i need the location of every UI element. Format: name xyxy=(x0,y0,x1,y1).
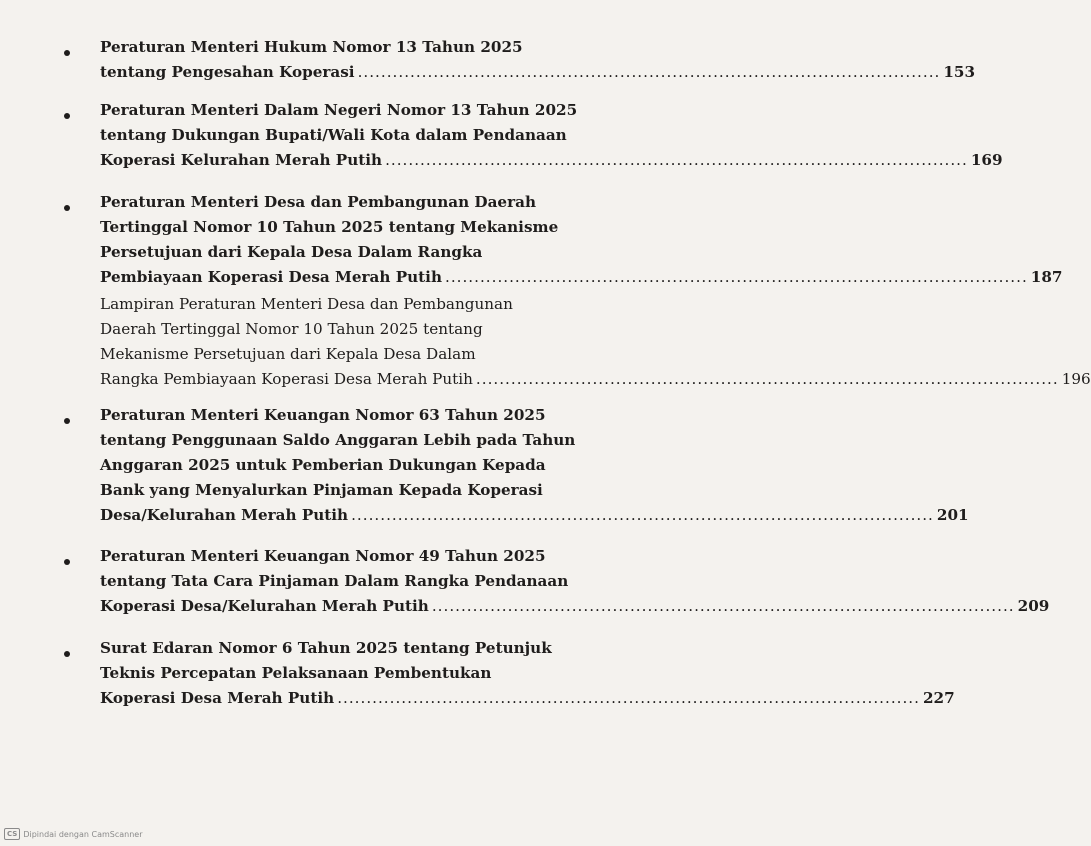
entry-line: Peraturan Menteri Dalam Negeri Nomor 13 Tahun 2025 xyxy=(100,101,578,119)
entry-line: tentang Tata Cara Pinjaman Dalam Rangka Pendanaan xyxy=(100,572,569,590)
entry-title-end: Koperasi Kelurahan Merah Putih xyxy=(100,151,383,169)
page-number: 209 xyxy=(1017,597,1050,615)
scanner-watermark xyxy=(4,828,143,840)
bullet-icon xyxy=(64,113,70,119)
entry-title-end: Koperasi Desa/Kelurahan Merah Putih xyxy=(100,597,429,615)
entry-line: Lampiran Peraturan Menteri Desa dan Pembangunan xyxy=(100,295,513,313)
entry-line: Persetujuan dari Kepala Desa Dalam Rangka xyxy=(100,243,483,261)
page-number: 227 xyxy=(922,689,955,707)
entry-line: tentang Dukungan Bupati/Wali Kota dalam Pendanaan xyxy=(100,126,567,144)
bullet-icon xyxy=(64,651,70,657)
bullet-icon xyxy=(64,418,70,424)
toc-entry xyxy=(100,190,1063,290)
leader-dots: .................................................................................................... xyxy=(445,268,1028,286)
leader-dots: .................................................................................................... xyxy=(357,63,941,81)
leader-dots: .................................................................................................... xyxy=(431,597,1015,615)
entry-title-end: Pembiayaan Koperasi Desa Merah Putih xyxy=(100,268,442,286)
entry-last-line xyxy=(100,594,1050,619)
entry-title-end: Koperasi Desa Merah Putih xyxy=(100,689,335,707)
entry-line: tentang Penggunaan Saldo Anggaran Lebih pada Tahun xyxy=(100,431,576,449)
leader-dots: .................................................................................................... xyxy=(337,689,920,707)
entry-last-line xyxy=(100,367,1091,392)
toc-entry xyxy=(100,35,976,85)
entry-line: Peraturan Menteri Keuangan Nomor 63 Tahun 2025 xyxy=(100,406,546,424)
entry-line: Peraturan Menteri Hukum Nomor 13 Tahun 2025 xyxy=(100,38,523,56)
entry-last-line xyxy=(100,148,1003,173)
toc-entry xyxy=(100,636,955,711)
bullet-icon xyxy=(64,205,70,211)
entry-title-end: tentang Pengesahan Koperasi xyxy=(100,63,355,81)
bullet-icon xyxy=(64,50,70,56)
page-number: 196 xyxy=(1061,370,1091,388)
entry-line: Anggaran 2025 untuk Pemberian Dukungan Kepada xyxy=(100,456,546,474)
watermark-text: Dipindai dengan CamScanner xyxy=(23,829,143,839)
entry-last-line xyxy=(100,60,976,85)
camscanner-icon: CS xyxy=(4,828,20,840)
page-number: 153 xyxy=(943,63,976,81)
toc-subentry xyxy=(100,292,1091,392)
entry-last-line xyxy=(100,265,1063,290)
entry-line: Mekanisme Persetujuan dari Kepala Desa Dalam xyxy=(100,345,476,363)
entry-line: Peraturan Menteri Keuangan Nomor 49 Tahun 2025 xyxy=(100,547,546,565)
page-number: 201 xyxy=(936,506,969,524)
entry-line: Bank yang Menyalurkan Pinjaman Kepada Koperasi xyxy=(100,481,543,499)
toc-entry xyxy=(100,403,969,528)
leader-dots: .................................................................................................... xyxy=(385,151,968,169)
leader-dots: .................................................................................................... xyxy=(351,506,934,524)
entry-last-line xyxy=(100,503,969,528)
entry-line: Teknis Percepatan Pelaksanaan Pembentukan xyxy=(100,664,492,682)
page-number: 169 xyxy=(970,151,1003,169)
entry-line: Daerah Tertinggal Nomor 10 Tahun 2025 tentang xyxy=(100,320,483,338)
entry-last-line xyxy=(100,686,955,711)
page-number: 187 xyxy=(1030,268,1063,286)
entry-title-end: Desa/Kelurahan Merah Putih xyxy=(100,506,349,524)
entry-line: Peraturan Menteri Desa dan Pembangunan Daerah xyxy=(100,193,536,211)
bullet-icon xyxy=(64,559,70,565)
entry-title-end: Rangka Pembiayaan Koperasi Desa Merah Putih xyxy=(100,370,473,388)
leader-dots: .................................................................................................... xyxy=(475,370,1059,388)
toc-entry xyxy=(100,544,1050,619)
entry-line: Surat Edaran Nomor 6 Tahun 2025 tentang Petunjuk xyxy=(100,639,552,657)
entry-line: Tertinggal Nomor 10 Tahun 2025 tentang Mekanisme xyxy=(100,218,559,236)
toc-entry xyxy=(100,98,1003,173)
